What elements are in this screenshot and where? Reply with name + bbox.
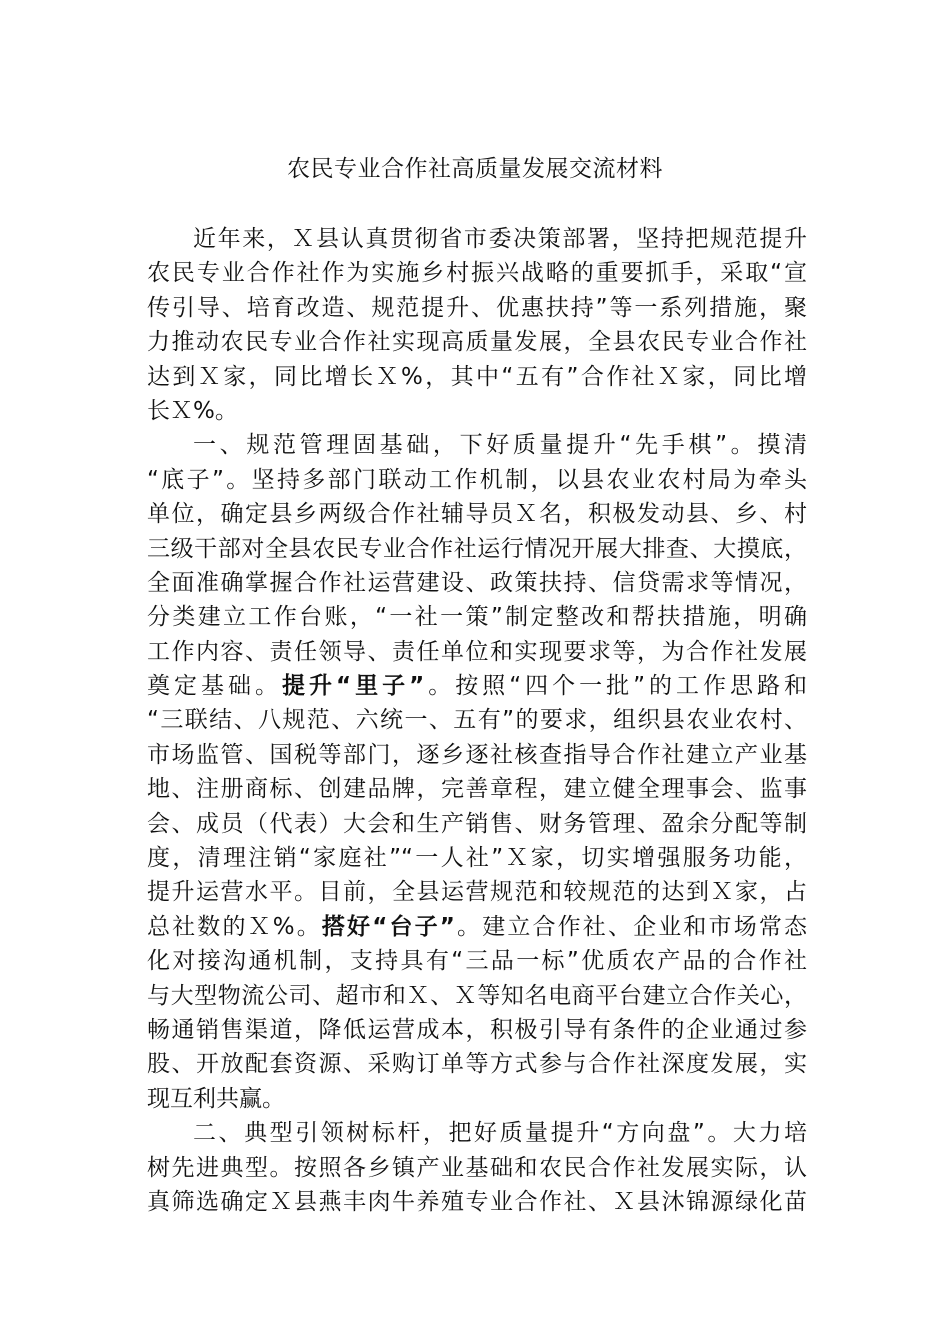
- text-line: [147, 875, 807, 909]
- text-line: [147, 944, 807, 978]
- document-body: [147, 222, 807, 1219]
- text-line: [147, 910, 807, 944]
- bold-heading-segment: 搭好“台子”: [321, 913, 455, 940]
- text-segment: 树先进典型。按照各乡镇产业基础和农民合作社发展实际，认: [147, 1154, 807, 1181]
- text-segment: 畅通销售渠道，降低运营成本，积极引导有条件的企业通过参: [147, 1016, 807, 1043]
- text-line: [147, 1185, 807, 1219]
- text-line: [147, 256, 807, 290]
- text-line: [147, 428, 807, 462]
- text-line: [147, 669, 807, 703]
- text-line: [147, 1151, 807, 1185]
- text-segment: 提升运营水平。目前，全县运营规范和较规范的达到Ｘ家，占: [147, 879, 807, 906]
- text-segment: 二、典型引领树标杆，把好质量提升“方向盘”。大力培: [193, 1120, 807, 1147]
- text-segment: 全面准确掌握合作社运营建设、政策扶持、信贷需求等情况，: [147, 569, 807, 596]
- text-segment: 股、开放配套资源、采购订单等方式参与合作社深度发展，实: [147, 1051, 807, 1078]
- text-segment: 。按照“四个一批”的工作思路和: [424, 673, 807, 700]
- text-segment: 地、注册商标、创建品牌，完善章程，建立健全理事会、监事: [147, 776, 807, 803]
- text-segment: 长Ｘ%。: [147, 397, 238, 424]
- text-segment: 工作内容、责任领导、责任单位和实现要求等，为合作社发展: [147, 638, 807, 665]
- text-line: [147, 1082, 807, 1116]
- text-segment: 奠定基础。: [147, 673, 282, 700]
- text-line: [147, 360, 807, 394]
- text-line: [147, 325, 807, 359]
- text-segment: 现互利共赢。: [147, 1085, 285, 1112]
- text-segment: 与大型物流公司、超市和Ｘ、Ｘ等知名电商平台建立合作关心，: [147, 982, 807, 1009]
- text-segment: 会、成员（代表）大会和生产销售、财务管理、盈余分配等制: [147, 810, 807, 837]
- text-line: [147, 738, 807, 772]
- text-line: [147, 600, 807, 634]
- text-segment: 化对接沟通机制，支持具有“三品一标”优质农产品的合作社: [147, 948, 807, 975]
- text-segment: 市场监管、国税等部门，逐乡逐社核查指导合作社建立产业基: [147, 741, 807, 768]
- text-line: [147, 222, 807, 256]
- text-segment: 。建立合作社、企业和市场常态: [454, 913, 807, 940]
- text-segment: 度，清理注销“家庭社”“一人社”Ｘ家，切实增强服务功能，: [147, 845, 807, 872]
- text-line: [147, 1013, 807, 1047]
- text-line: [147, 463, 807, 497]
- text-segment: “底子”。坚持多部门联动工作机制，以县农业农村局为牵头: [147, 466, 807, 493]
- text-segment: 近年来，Ｘ县认真贯彻省市委决策部署，坚持把规范提升: [193, 226, 807, 252]
- text-segment: 一、规范管理固基础，下好质量提升“先手棋”。摸清: [193, 432, 807, 459]
- text-line: [147, 772, 807, 806]
- text-line: [147, 566, 807, 600]
- text-segment: 分类建立工作台账，“一社一策”制定整改和帮扶措施，明确: [147, 604, 807, 631]
- text-line: [147, 1116, 807, 1150]
- text-segment: 三级干部对全县农民专业合作社运行情况开展大排查、大摸底，: [147, 535, 807, 562]
- text-line: [147, 291, 807, 325]
- text-segment: 达到Ｘ家，同比增长Ｘ%，其中“五有”合作社Ｘ家，同比增: [147, 363, 807, 390]
- text-segment: 农民专业合作社作为实施乡村振兴战略的重要抓手，采取“宣: [147, 260, 807, 287]
- text-segment: 传引导、培育改造、规范提升、优惠扶持”等一系列措施，聚: [147, 294, 807, 321]
- text-segment: “三联结、八规范、六统一、五有”的要求，组织县农业农村、: [147, 707, 807, 734]
- document-title: 农民专业合作社高质量发展交流材料: [287, 156, 663, 182]
- text-line: [147, 532, 807, 566]
- text-line: [147, 979, 807, 1013]
- text-line: [147, 703, 807, 737]
- text-line: [147, 1047, 807, 1081]
- text-line: [147, 807, 807, 841]
- text-line: [147, 841, 807, 875]
- text-line: [147, 497, 807, 531]
- bold-heading-segment: 提升“里子”: [281, 673, 425, 700]
- text-segment: 总社数的Ｘ%。: [147, 913, 322, 940]
- text-segment: 单位，确定县乡两级合作社辅导员Ｘ名，积极发动县、乡、村: [147, 501, 807, 528]
- text-segment: 力推动农民专业合作社实现高质量发展，全县农民专业合作社: [147, 329, 807, 356]
- text-line: [147, 635, 807, 669]
- text-segment: 真筛选确定Ｘ县燕丰肉牛养殖专业合作社、Ｘ县沐锦源绿化苗: [147, 1188, 807, 1215]
- text-line: [147, 394, 807, 428]
